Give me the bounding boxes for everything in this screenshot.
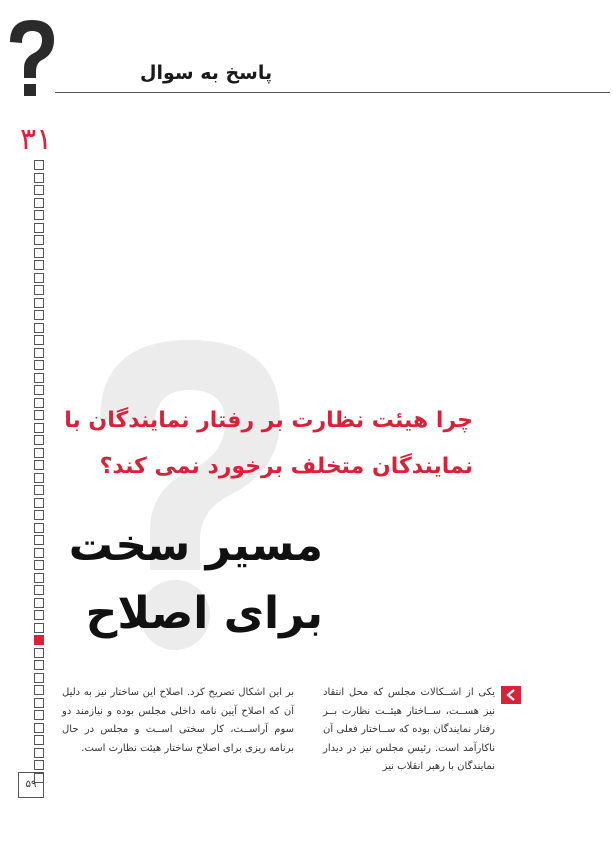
- sidebar-box: [34, 585, 44, 595]
- sidebar-boxes: [34, 160, 44, 785]
- sidebar-box: [34, 435, 44, 445]
- sidebar-box: [34, 185, 44, 195]
- sidebar-box: [34, 548, 44, 558]
- sidebar-box: [34, 460, 44, 470]
- sidebar-box: [34, 735, 44, 745]
- sidebar-box: [34, 423, 44, 433]
- sidebar-box: [34, 160, 44, 170]
- sidebar-box: [34, 260, 44, 270]
- article-question: [53, 398, 473, 490]
- sidebar-box: [34, 210, 44, 220]
- sidebar-box: [34, 298, 44, 308]
- sidebar-box: [34, 410, 44, 420]
- sidebar-box: [34, 673, 44, 683]
- sidebar-box: [34, 598, 44, 608]
- sidebar-box: [34, 573, 44, 583]
- section-title: پاسخ به سوال: [140, 62, 273, 84]
- sidebar-box: [34, 523, 44, 533]
- sidebar-box: [34, 348, 44, 358]
- sidebar-box: [34, 698, 44, 708]
- sidebar-box: [34, 648, 44, 658]
- sidebar-box: [34, 560, 44, 570]
- sidebar-box: [34, 448, 44, 458]
- sidebar-box: [34, 510, 44, 520]
- sidebar-box: [34, 360, 44, 370]
- header-divider: [55, 92, 610, 93]
- sidebar-box: [34, 335, 44, 345]
- sidebar-box: [34, 248, 44, 258]
- sidebar-box: [34, 198, 44, 208]
- article-title: [69, 512, 323, 648]
- sidebar-box: [34, 235, 44, 245]
- body-column-right: یکی از اشــکالات مجلس که محل انتقاد نیز هســت، ســاختار هیئــت نظارت بــر رفتار نمایندگان بوده که ســاختار فعلی آن ناکارآمد است. رئیس مجلس نیز در دیدار نمایندگان با رهبر انقلاب نیز: [323, 687, 495, 772]
- title-line-1: مسیر سخت: [68, 520, 323, 571]
- sidebar-box: [34, 748, 44, 758]
- arrow-left-icon: [501, 686, 521, 704]
- sidebar-box: [34, 760, 44, 770]
- title-line-2: برای اصلاح: [85, 588, 323, 639]
- sidebar-box: [34, 173, 44, 183]
- sidebar-box: [34, 398, 44, 408]
- sidebar-box: [34, 273, 44, 283]
- body-column-left: بر این اشکال تصریح کرد. اصلاح این ساختار نیز به دلیل آن که اصلاح آیین نامه داخلی مجلس بوده و نیازمند دو سوم آراســت، کار سختی اســت و مجلس در حال برنامه ریزی برای اصلاح ساختار هیئت نظارت است.: [62, 687, 294, 754]
- sidebar-box: [34, 310, 44, 320]
- sidebar-box: [34, 385, 44, 395]
- question-line-1: چرا هیئت نظارت بر رفتار نمایندگان با: [64, 408, 473, 433]
- sidebar-box: [34, 535, 44, 545]
- question-line-2: نمایندگان متخلف برخورد نمی کند؟: [99, 454, 473, 479]
- page-number: ۵۹: [18, 772, 44, 798]
- sidebar-box: [34, 223, 44, 233]
- sidebar-box: [34, 723, 44, 733]
- sidebar-box: [34, 498, 44, 508]
- sidebar-box: [34, 623, 44, 633]
- sidebar-box: [34, 473, 44, 483]
- sidebar-box: [34, 610, 44, 620]
- question-mark-logo-icon: [2, 18, 62, 102]
- issue-number: ۳۱: [20, 122, 53, 157]
- sidebar-box: [34, 660, 44, 670]
- sidebar-box-active: [34, 635, 44, 645]
- sidebar-box: [34, 685, 44, 695]
- sidebar-box: [34, 323, 44, 333]
- sidebar-box: [34, 485, 44, 495]
- sidebar-box: [34, 285, 44, 295]
- sidebar-box: [34, 373, 44, 383]
- sidebar-box: [34, 710, 44, 720]
